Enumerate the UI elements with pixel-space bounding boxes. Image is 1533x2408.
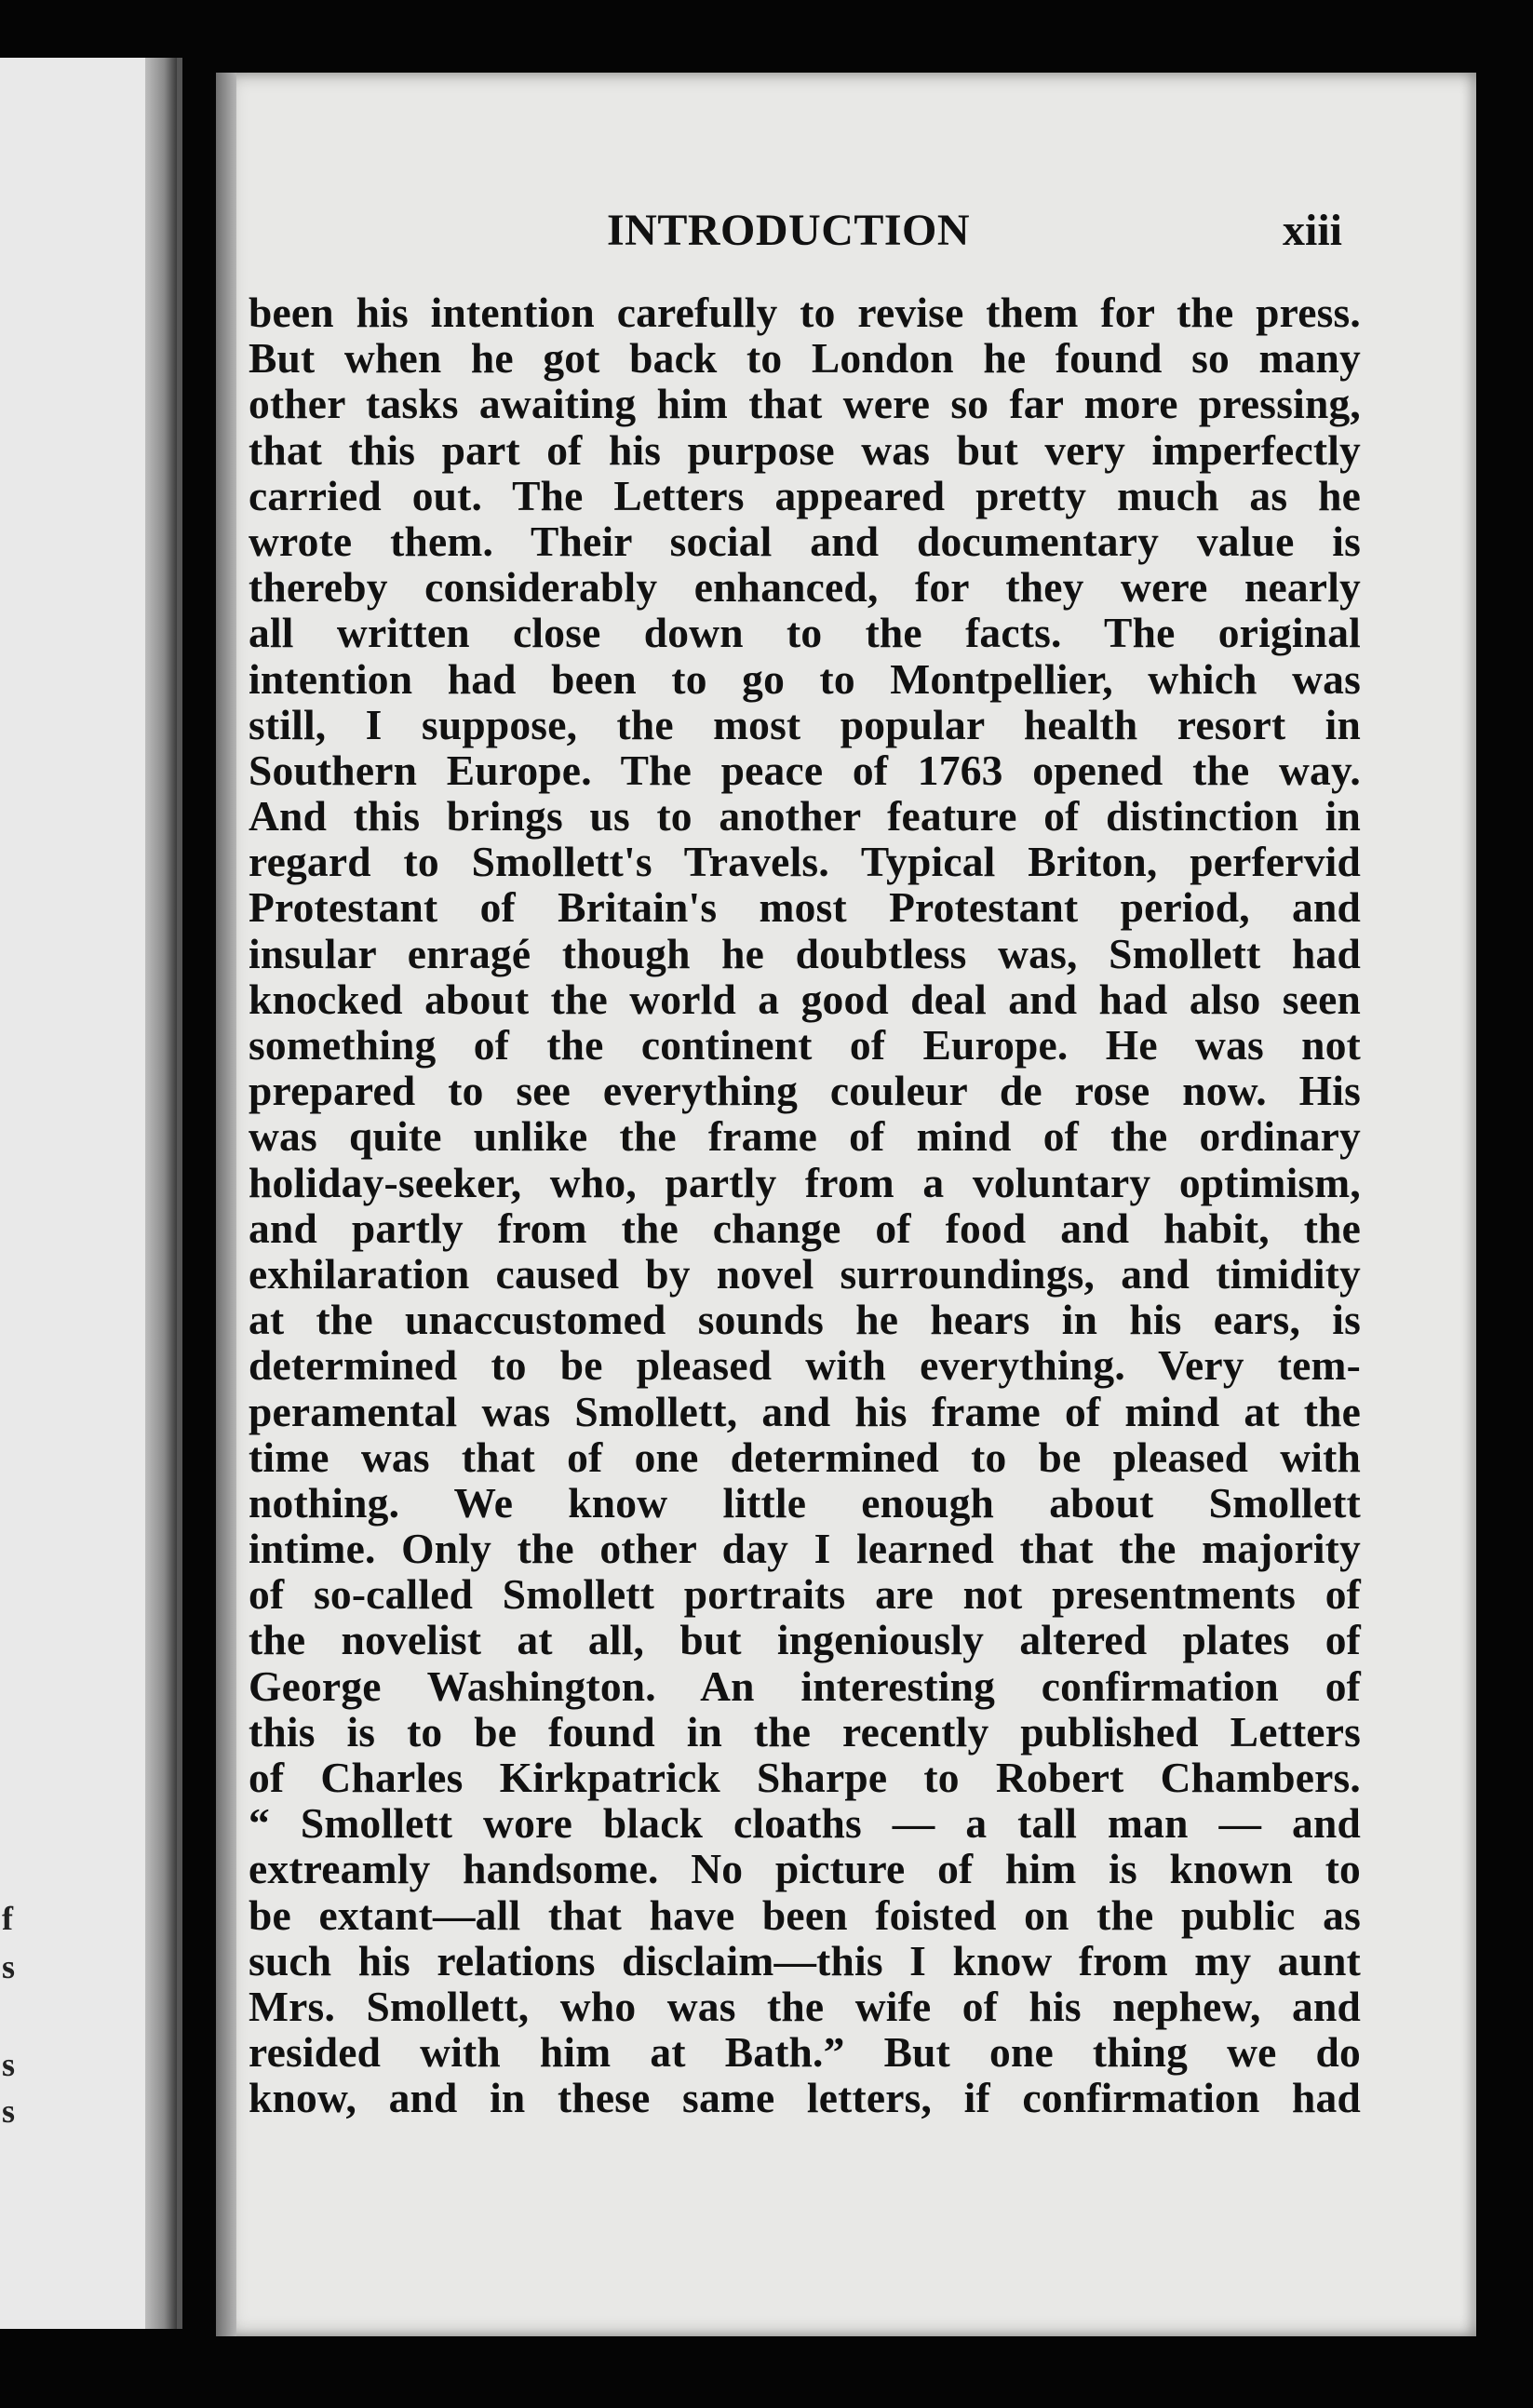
text-line: of so-called Smollett portraits are not presentments of bbox=[249, 1570, 1361, 1619]
text-line: the novelist at all, but ingeniously altered plates of bbox=[249, 1616, 1361, 1664]
text-line: But when he got back to London he found so many bbox=[249, 334, 1361, 383]
text-line: Mrs. Smollett, who was the wife of his nephew, and bbox=[249, 1982, 1361, 2030]
text-line: “ Smollett wore black cloaths — a tall man — and bbox=[249, 1799, 1361, 1848]
facing-page-fragment: f bbox=[2, 1900, 13, 1937]
text-line: was quite unlike the frame of mind of the ordinary bbox=[249, 1112, 1361, 1161]
text-line: that this part of his purpose was but very imperfectly bbox=[249, 425, 1361, 474]
text-line: resided with him at Bath.” But one thing we do bbox=[249, 2028, 1361, 2077]
text-line: regard to Smollett's Travels. Typical Briton, perfervid bbox=[249, 838, 1361, 886]
text-line: other tasks awaiting him that were so far more pressing, bbox=[249, 380, 1361, 428]
text-line: insular enragé though he doubtless was, Smollett had bbox=[249, 929, 1361, 977]
book-page bbox=[216, 73, 1476, 2336]
text-line: knocked about the world a good deal and had also seen bbox=[249, 975, 1361, 1023]
text-line: such his relations disclaim—this I know from my aunt bbox=[249, 1936, 1361, 1984]
text-line: time was that of one determined to be pleased with bbox=[249, 1433, 1361, 1481]
text-line: still, I suppose, the most popular health resort in bbox=[249, 700, 1361, 748]
page-gutter bbox=[216, 73, 236, 2336]
text-line: intime. Only the other day I learned that the majority bbox=[249, 1525, 1361, 1573]
text-line: peramental was Smollett, and his frame of mind at the bbox=[249, 1387, 1361, 1435]
text-line: and partly from the change of food and habit, the bbox=[249, 1204, 1361, 1252]
facing-page bbox=[0, 58, 182, 2329]
facing-page-fragment: s bbox=[2, 1948, 16, 1985]
text-line: be extant—all that have been foisted on the public as bbox=[249, 1890, 1361, 1939]
text-line: prepared to see everything couleur de rose now. His bbox=[249, 1067, 1361, 1115]
text-line: of Charles Kirkpatrick Sharpe to Robert Chambers. bbox=[249, 1754, 1361, 1801]
text-line: know, and in these same letters, if confirmation had bbox=[249, 2074, 1361, 2122]
text-line: holiday-seeker, who, partly from a voluntary optimism, bbox=[249, 1158, 1361, 1206]
text-line: Southern Europe. The peace of 1763 opened the way. bbox=[249, 746, 1361, 794]
text-line: at the unaccustomed sounds he hears in his ears, is bbox=[249, 1296, 1361, 1344]
body-text bbox=[249, 289, 1361, 2121]
text-line: carried out. The Letters appeared pretty much as he bbox=[249, 471, 1361, 519]
facing-page-fragment: s bbox=[2, 2046, 16, 2083]
text-line: exhilaration caused by novel surroundings, and timidity bbox=[249, 1249, 1361, 1298]
text-line: And this brings us to another feature of distinction in bbox=[249, 792, 1361, 841]
text-line: all written close down to the facts. The original bbox=[249, 609, 1361, 657]
text-line: determined to be pleased with everything. Very tem- bbox=[249, 1341, 1361, 1390]
text-line: wrote them. Their social and documentary value is bbox=[249, 517, 1361, 565]
text-line: this is to be found in the recently published Letters bbox=[249, 1707, 1361, 1756]
text-line: something of the continent of Europe. He was not bbox=[249, 1021, 1361, 1069]
facing-page-fragment: s bbox=[2, 2092, 16, 2130]
running-title: INTRODUCTION bbox=[607, 206, 971, 255]
text-line: extreamly handsome. No picture of him is known to bbox=[249, 1845, 1361, 1893]
text-line: been his intention carefully to revise them for the press. bbox=[249, 289, 1361, 336]
text-line: George Washington. An interesting confirmation of bbox=[249, 1661, 1361, 1710]
text-line: intention had been to go to Montpellier, which was bbox=[249, 654, 1361, 703]
book-spine bbox=[145, 58, 177, 2329]
page-number: xiii bbox=[1283, 206, 1343, 255]
text-line: thereby considerably enhanced, for they were nearly bbox=[249, 563, 1361, 612]
text-line: nothing. We know little enough about Smollett bbox=[249, 1478, 1361, 1527]
text-line: Protestant of Britain's most Protestant period, and bbox=[249, 883, 1361, 932]
